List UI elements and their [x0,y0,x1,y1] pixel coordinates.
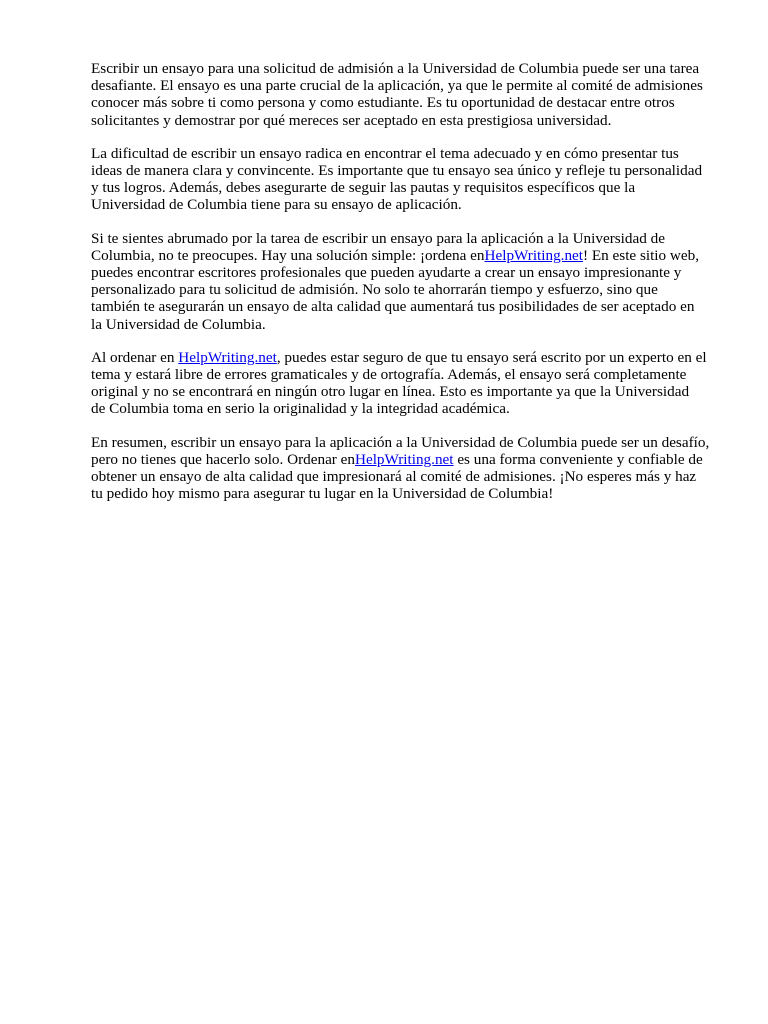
text-line: En resumen, escribir un ensayo para la aplicación a la Universidad de Columbia puede ser un desafío, [91,433,710,451]
text-line: La dificultad de escribir un ensayo radica en encontrar el tema adecuado y en cómo presentar tus [91,144,679,162]
paragraph-summary [91,434,723,503]
text-segment: pero no tienes que hacerlo solo. Ordenar en [91,450,355,468]
text-line: conocer más sobre ti como persona y como estudiante. Es tu oportunidad de destacar entre otros [91,94,675,112]
helpwriting-link[interactable]: HelpWriting.net [484,246,584,264]
text-line: y tus logros. Además, debes asegurarte de seguir las pautas y requisitos específicos que la [91,179,636,197]
text-segment: es una forma conveniente y confiable de [453,450,703,468]
paragraph-difficulty [91,145,723,214]
paragraph-intro [91,60,723,129]
paragraph-ordering [91,349,723,418]
text-line: Escribir un ensayo para una solicitud de admisión a la Universidad de Columbia puede ser una tarea [91,60,700,77]
text-line: de Columbia toma en serio la originalidad y la integridad académica. [91,400,510,418]
text-line: puedes encontrar escritores profesionales que pueden ayudarte a crear un ensayo impresionante y [91,264,682,282]
document-page [91,60,723,518]
text-segment: Columbia, no te preocupes. Hay una solución simple: ¡ordena en [91,246,485,264]
paragraph-solution [91,230,723,333]
text-line-with-link [91,451,723,468]
text-line: tema y estará libre de errores gramaticales y de ortografía. Además, el ensayo será completamente [91,366,687,384]
text-line: también te asegurarán un ensayo de alta calidad que aumentará tus posibilidades de ser aceptado en [91,298,695,316]
text-segment: ! En este sitio web, [583,246,700,264]
helpwriting-link[interactable]: HelpWriting.net [178,348,277,366]
text-line: Si te sientes abrumado por la tarea de escribir un ensayo para la aplicación a la Universidad de [91,229,665,247]
text-line: original y no se encontrará en ningún otro lugar en línea. Esto es importante ya que la Universidad [91,383,690,401]
text-line: ideas de manera clara y convincente. Es importante que tu ensayo sea único y refleje tu personalidad [91,162,703,180]
helpwriting-link[interactable]: HelpWriting.net [355,450,454,468]
text-line: solicitantes y demostrar por qué mereces ser aceptado en esta prestigiosa universidad. [91,111,612,129]
text-line: desafiante. El ensayo es una parte crucial de la aplicación, ya que le permite al comité de admisiones [91,77,703,95]
text-segment: Al ordenar en [91,348,179,366]
text-line: Universidad de Columbia tiene para su ensayo de aplicación. [91,196,462,214]
text-line-with-link [91,349,723,366]
text-line: tu pedido hoy mismo para asegurar tu lugar en la Universidad de Columbia! [91,485,554,503]
text-line: obtener un ensayo de alta calidad que impresionará al comité de admisiones. ¡No esperes más y haz [91,468,697,486]
text-line: personalizado para tu solicitud de admisión. No solo te ahorrarán tiempo y esfuerzo, sino que [91,281,658,299]
text-segment: , puedes estar seguro de que tu ensayo será escrito por un experto en el [276,348,707,366]
text-line: la Universidad de Columbia. [91,315,266,333]
text-line-with-link [91,247,723,264]
